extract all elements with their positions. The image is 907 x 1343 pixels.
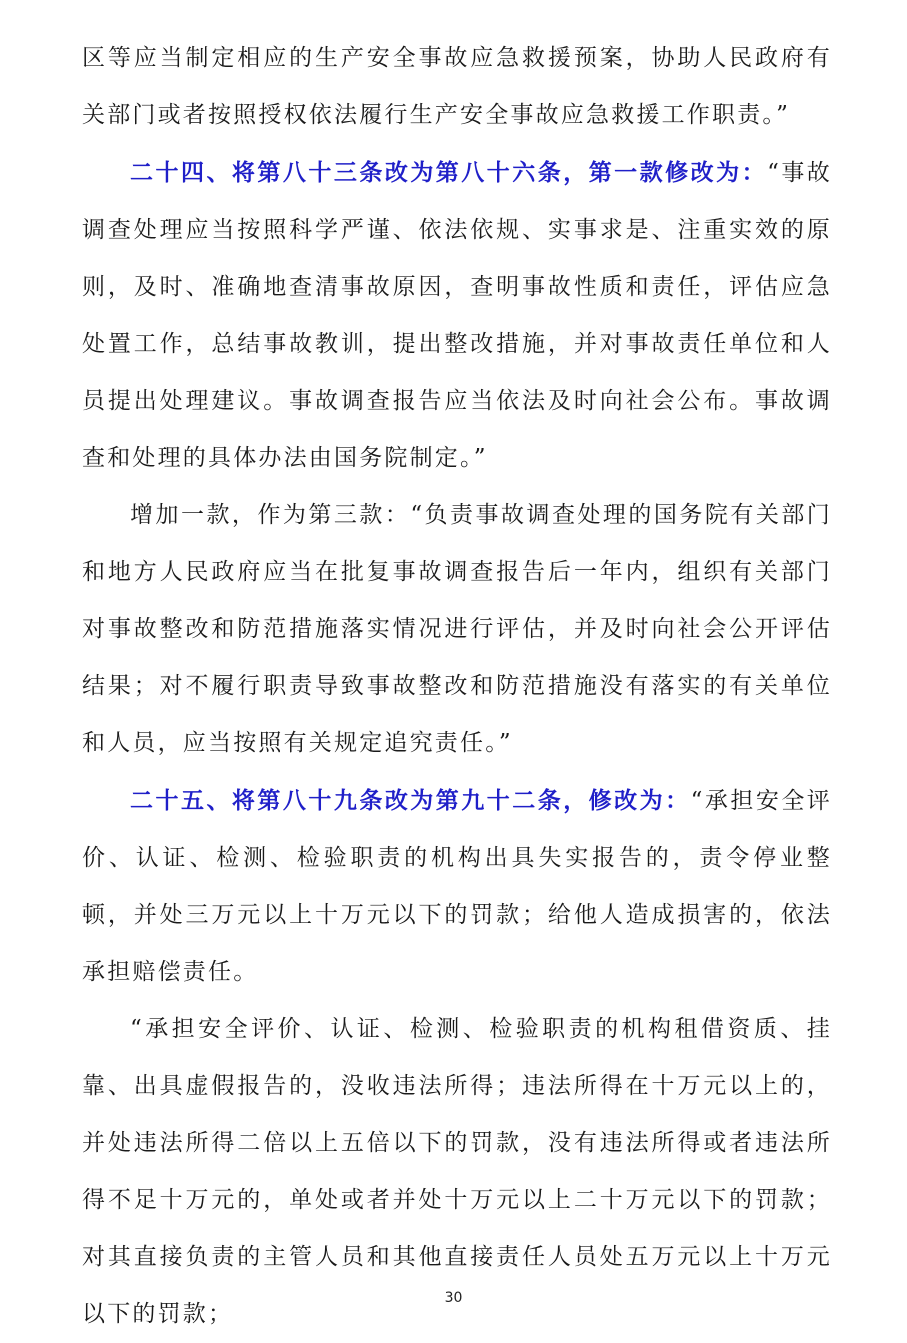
paragraph-5-text: “承担安全评价、认证、检测、检验职责的机构租借资质、挂靠、出具虚假报告的，没收违法所得；违法所得在十万元以上的，并处违法所得二倍以上五倍以下的罚款，没有违法所得或者违法所得不足十万元的，单处或者并处十万元以上二十万元以下的罚款；对其直接负责的主管人员和其他直接责任人员处五万元以上十万元以下的罚款； [82,1016,832,1327]
amendment-25-heading: 二十五、将第八十九条改为第九十二条，修改为： [130,787,691,814]
document-body [82,30,832,1343]
paragraph-4 [82,772,832,1001]
page-number: 30 [444,1290,463,1306]
paragraph-3 [82,487,832,772]
paragraph-4-text: “承担安全评价、认证、检测、检验职责的机构出具失实报告的，责令停业整顿，并处三万元以上十万元以下的罚款；给他人造成损害的，依法承担赔偿责任。 [82,788,832,985]
paragraph-2 [82,144,832,487]
paragraph-3-text: 增加一款，作为第三款：“负责事故调查处理的国务院有关部门和地方人民政府应当在批复事故调查报告后一年内，组织有关部门对事故整改和防范措施落实情况进行评估，并及时向社会公开评估结果；对不履行职责导致事故整改和防范措施没有落实的有关单位和人员，应当按照有关规定追究责任。” [82,502,832,756]
paragraph-2-text: “事故调查处理应当按照科学严谨、依法依规、实事求是、注重实效的原则，及时、准确地查清事故原因，查明事故性质和责任，评估应急处置工作，总结事故教训，提出整改措施，并对事故责任单位和人员提出处理建议。事故调查报告应当依法及时向社会公布。事故调查和处理的具体办法由国务院制定。” [82,160,833,471]
paragraph-1-text: 区等应当制定相应的生产安全事故应急救援预案，协助人民政府有关部门或者按照授权依法履行生产安全事故应急救援工作职责。” [82,45,832,128]
amendment-24-heading: 二十四、将第八十三条改为第八十六条，第一款修改为： [130,159,768,186]
paragraph-1 [82,30,832,144]
